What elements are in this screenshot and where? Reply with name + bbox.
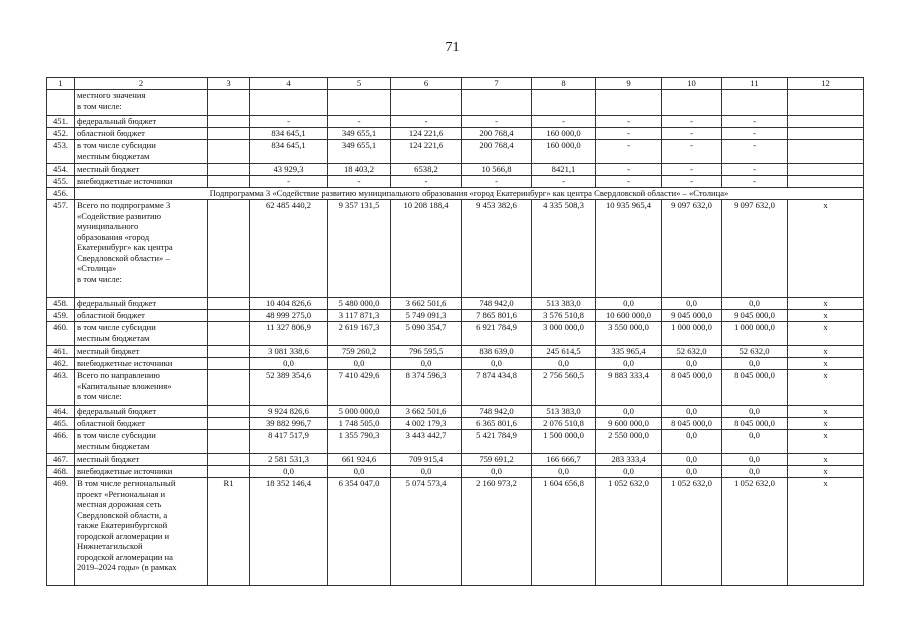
row-name xyxy=(75,430,208,454)
value-cell: 0,0 xyxy=(462,466,532,478)
row-number: 460. xyxy=(47,322,75,346)
value-cell: 0,0 xyxy=(662,298,722,310)
value-cell: 0,0 xyxy=(532,466,596,478)
table-row xyxy=(47,358,864,370)
row-number: 466. xyxy=(47,430,75,454)
value-cell: 9 045 000,0 xyxy=(722,310,788,322)
value-cell: 11 327 806,9 xyxy=(250,322,328,346)
table-row xyxy=(47,406,864,418)
header-cell: 10 xyxy=(662,78,722,90)
value-cell: 10 566,8 xyxy=(462,164,532,176)
value-cell: 0,0 xyxy=(596,406,662,418)
value-cell: 513 383,0 xyxy=(532,406,596,418)
header-cell: 5 xyxy=(328,78,391,90)
row-number: 454. xyxy=(47,164,75,176)
value-cell: 759 691,2 xyxy=(462,454,532,466)
value-cell: - xyxy=(596,128,662,140)
value-cell: 3 000 000,0 xyxy=(532,322,596,346)
value-cell: 759 260,2 xyxy=(328,346,391,358)
value-cell: - xyxy=(532,116,596,128)
value-cell: 0,0 xyxy=(391,358,462,370)
row-mark: x xyxy=(788,346,864,358)
value-cell: - xyxy=(722,116,788,128)
table-row xyxy=(47,322,864,346)
value-cell: 709 915,4 xyxy=(391,454,462,466)
value-cell: 43 929,3 xyxy=(250,164,328,176)
value-cell: 6 354 047,0 xyxy=(328,478,391,586)
row-mark: x xyxy=(788,200,864,298)
table-row xyxy=(47,454,864,466)
value-cell: 748 942,0 xyxy=(462,298,532,310)
value-cell: 1 052 632,0 xyxy=(662,478,722,586)
value-cell: 0,0 xyxy=(722,358,788,370)
row-number: 456. xyxy=(47,188,75,200)
header-cell: 2 xyxy=(75,78,208,90)
row-number: 464. xyxy=(47,406,75,418)
value-cell: 838 639,0 xyxy=(462,346,532,358)
value-cell: 4 335 508,3 xyxy=(532,200,596,298)
row-number: 459. xyxy=(47,310,75,322)
header-cell: 12 xyxy=(788,78,864,90)
row-code xyxy=(208,322,250,346)
table-row xyxy=(47,176,864,188)
value-cell: 8 045 000,0 xyxy=(722,418,788,430)
row-name-text: областной бюджет xyxy=(77,418,145,428)
value-cell: 124 221,6 xyxy=(391,140,462,164)
value-cell: 7 410 429,6 xyxy=(328,370,391,406)
value-cell: 349 655,1 xyxy=(328,140,391,164)
table-row xyxy=(47,90,864,116)
value-cell: 8 045 000,0 xyxy=(662,370,722,406)
row-name xyxy=(75,406,208,418)
value-cell: 0,0 xyxy=(722,298,788,310)
value-cell: 0,0 xyxy=(532,358,596,370)
value-cell: 1 000 000,0 xyxy=(722,322,788,346)
value-cell: 52 389 354,6 xyxy=(250,370,328,406)
row-mark xyxy=(788,140,864,164)
value-cell: 52 632,0 xyxy=(662,346,722,358)
value-cell: 0,0 xyxy=(596,466,662,478)
row-name-text: областной бюджет xyxy=(77,128,145,138)
value-cell: - xyxy=(662,176,722,188)
table-row xyxy=(47,140,864,164)
row-name-text: федеральный бюджет xyxy=(77,406,157,416)
value-cell: 9 097 632,0 xyxy=(722,200,788,298)
value-cell: 39 882 996,7 xyxy=(250,418,328,430)
budget-table xyxy=(46,77,864,586)
header-row xyxy=(47,78,864,90)
row-name xyxy=(75,116,208,128)
row-name-text: внебюджетные источники xyxy=(77,358,173,368)
row-name xyxy=(75,128,208,140)
value-cell: 0,0 xyxy=(596,358,662,370)
value-cell: 0,0 xyxy=(328,358,391,370)
value-cell: - xyxy=(596,176,662,188)
row-code xyxy=(208,406,250,418)
value-cell xyxy=(532,90,596,116)
value-cell: 834 645,1 xyxy=(250,140,328,164)
row-number: 465. xyxy=(47,418,75,430)
value-cell: 1 052 632,0 xyxy=(596,478,662,586)
value-cell: 48 999 275,0 xyxy=(250,310,328,322)
value-cell: 18 352 146,4 xyxy=(250,478,328,586)
row-name xyxy=(75,478,208,586)
value-cell: 124 221,6 xyxy=(391,128,462,140)
row-mark xyxy=(788,90,864,116)
row-mark: x xyxy=(788,418,864,430)
table-row xyxy=(47,164,864,176)
value-cell: 0,0 xyxy=(722,466,788,478)
value-cell: - xyxy=(391,116,462,128)
value-cell: 748 942,0 xyxy=(462,406,532,418)
value-cell: 8 417 517,9 xyxy=(250,430,328,454)
row-name-text: внебюджетные источники xyxy=(77,176,173,186)
table-row xyxy=(47,116,864,128)
value-cell: 1 500 000,0 xyxy=(532,430,596,454)
value-cell: - xyxy=(250,116,328,128)
value-cell: - xyxy=(391,176,462,188)
value-cell: - xyxy=(328,176,391,188)
row-mark: x xyxy=(788,322,864,346)
value-cell: 1 052 632,0 xyxy=(722,478,788,586)
value-cell: 62 485 440,2 xyxy=(250,200,328,298)
value-cell: 0,0 xyxy=(250,466,328,478)
subprogram-title: Подпрограмма 3 «Содействие развитию муниципального образования «город Екатеринбург» как центра Свердловской области» – «Столица» xyxy=(75,188,864,200)
row-mark: x xyxy=(788,454,864,466)
value-cell: 283 333,4 xyxy=(596,454,662,466)
value-cell: 8 045 000,0 xyxy=(662,418,722,430)
value-cell: 1 604 656,8 xyxy=(532,478,596,586)
value-cell: 2 756 560,5 xyxy=(532,370,596,406)
value-cell: 9 883 333,4 xyxy=(596,370,662,406)
value-cell: 0,0 xyxy=(662,358,722,370)
value-cell: 200 768,4 xyxy=(462,140,532,164)
row-name xyxy=(75,358,208,370)
value-cell: 3 662 501,6 xyxy=(391,406,462,418)
row-mark xyxy=(788,116,864,128)
row-name xyxy=(75,90,208,116)
value-cell xyxy=(462,90,532,116)
value-cell: 6 365 801,6 xyxy=(462,418,532,430)
table-row xyxy=(47,478,864,586)
row-number: 467. xyxy=(47,454,75,466)
row-number: 462. xyxy=(47,358,75,370)
value-cell: 160 000,0 xyxy=(532,128,596,140)
row-code xyxy=(208,418,250,430)
value-cell: 6 921 784,9 xyxy=(462,322,532,346)
value-cell: 9 045 000,0 xyxy=(662,310,722,322)
row-name-text: в том числе субсидии местным бюджетам xyxy=(77,430,156,451)
value-cell: 3 662 501,6 xyxy=(391,298,462,310)
row-name xyxy=(75,454,208,466)
value-cell: - xyxy=(722,164,788,176)
value-cell: - xyxy=(596,140,662,164)
row-name-text: местный бюджет xyxy=(77,164,140,174)
row-mark xyxy=(788,128,864,140)
row-name-text: Всего по направлению «Капитальные вложения» в том числе: xyxy=(77,370,172,401)
value-cell: - xyxy=(662,128,722,140)
value-cell: 513 383,0 xyxy=(532,298,596,310)
value-cell: 200 768,4 xyxy=(462,128,532,140)
row-name xyxy=(75,370,208,406)
row-number: 468. xyxy=(47,466,75,478)
value-cell: 9 600 000,0 xyxy=(596,418,662,430)
row-code xyxy=(208,358,250,370)
value-cell: 3 081 338,6 xyxy=(250,346,328,358)
value-cell: - xyxy=(462,176,532,188)
row-number: 463. xyxy=(47,370,75,406)
value-cell: 5 421 784,9 xyxy=(462,430,532,454)
value-cell: 160 000,0 xyxy=(532,140,596,164)
value-cell: 9 357 131,5 xyxy=(328,200,391,298)
value-cell: 1 000 000,0 xyxy=(662,322,722,346)
value-cell: 9 097 632,0 xyxy=(662,200,722,298)
row-name xyxy=(75,346,208,358)
row-code xyxy=(208,176,250,188)
row-mark xyxy=(788,164,864,176)
row-name xyxy=(75,310,208,322)
header-cell: 6 xyxy=(391,78,462,90)
table-row xyxy=(47,370,864,406)
value-cell: 661 924,6 xyxy=(328,454,391,466)
row-code xyxy=(208,90,250,116)
row-name-text: областной бюджет xyxy=(77,310,145,320)
row-code xyxy=(208,430,250,454)
value-cell xyxy=(662,90,722,116)
value-cell xyxy=(722,90,788,116)
value-cell: 0,0 xyxy=(722,430,788,454)
row-mark: x xyxy=(788,478,864,586)
row-name-text: местный бюджет xyxy=(77,346,140,356)
value-cell: 3 576 510,8 xyxy=(532,310,596,322)
value-cell: 166 666,7 xyxy=(532,454,596,466)
value-cell: 52 632,0 xyxy=(722,346,788,358)
value-cell: 245 614,5 xyxy=(532,346,596,358)
value-cell: 335 965,4 xyxy=(596,346,662,358)
value-cell: 8 374 596,3 xyxy=(391,370,462,406)
header-cell: 1 xyxy=(47,78,75,90)
table-row xyxy=(47,200,864,298)
row-name xyxy=(75,140,208,164)
row-name xyxy=(75,164,208,176)
row-mark: x xyxy=(788,406,864,418)
table-row xyxy=(47,346,864,358)
value-cell: - xyxy=(662,116,722,128)
row-name-text: внебюджетные источники xyxy=(77,466,173,476)
row-mark xyxy=(788,176,864,188)
row-number: 457. xyxy=(47,200,75,298)
value-cell: 0,0 xyxy=(722,454,788,466)
value-cell: 10 404 826,6 xyxy=(250,298,328,310)
value-cell: 4 002 179,3 xyxy=(391,418,462,430)
value-cell: 0,0 xyxy=(250,358,328,370)
value-cell: 834 645,1 xyxy=(250,128,328,140)
table-row xyxy=(47,466,864,478)
value-cell: 9 453 382,6 xyxy=(462,200,532,298)
row-name xyxy=(75,322,208,346)
row-number: 455. xyxy=(47,176,75,188)
row-number: 452. xyxy=(47,128,75,140)
row-code xyxy=(208,116,250,128)
table-row xyxy=(47,128,864,140)
value-cell: 8421,1 xyxy=(532,164,596,176)
value-cell: - xyxy=(596,164,662,176)
subprogram-row xyxy=(47,188,864,200)
value-cell: - xyxy=(722,140,788,164)
row-code xyxy=(208,310,250,322)
row-name xyxy=(75,176,208,188)
value-cell: 5 000 000,0 xyxy=(328,406,391,418)
value-cell: 1 748 505,0 xyxy=(328,418,391,430)
row-name-text: местный бюджет xyxy=(77,454,140,464)
value-cell: 5 090 354,7 xyxy=(391,322,462,346)
row-mark: x xyxy=(788,310,864,322)
row-code xyxy=(208,298,250,310)
value-cell: 2 076 510,8 xyxy=(532,418,596,430)
value-cell: 7 865 801,6 xyxy=(462,310,532,322)
row-mark: x xyxy=(788,358,864,370)
row-code xyxy=(208,454,250,466)
value-cell xyxy=(596,90,662,116)
row-number: 451. xyxy=(47,116,75,128)
header-cell: 4 xyxy=(250,78,328,90)
value-cell: 0,0 xyxy=(662,430,722,454)
value-cell: 2 581 531,3 xyxy=(250,454,328,466)
value-cell: 0,0 xyxy=(662,466,722,478)
value-cell: - xyxy=(722,128,788,140)
value-cell: 0,0 xyxy=(462,358,532,370)
value-cell: - xyxy=(662,164,722,176)
header-cell: 11 xyxy=(722,78,788,90)
row-code: R1 xyxy=(208,478,250,586)
value-cell: 2 160 973,2 xyxy=(462,478,532,586)
row-number: 458. xyxy=(47,298,75,310)
value-cell: 0,0 xyxy=(328,466,391,478)
value-cell: 10 208 188,4 xyxy=(391,200,462,298)
row-mark: x xyxy=(788,466,864,478)
row-name-text: в том числе субсидии местным бюджетам xyxy=(77,140,156,161)
header-cell: 7 xyxy=(462,78,532,90)
value-cell: - xyxy=(328,116,391,128)
value-cell: 8 045 000,0 xyxy=(722,370,788,406)
value-cell: - xyxy=(662,140,722,164)
value-cell: 0,0 xyxy=(391,466,462,478)
row-number: 469. xyxy=(47,478,75,586)
value-cell: 0,0 xyxy=(596,298,662,310)
value-cell: 2 619 167,3 xyxy=(328,322,391,346)
value-cell: - xyxy=(596,116,662,128)
value-cell: 9 924 826,6 xyxy=(250,406,328,418)
value-cell: 7 874 434,8 xyxy=(462,370,532,406)
value-cell: 5 074 573,4 xyxy=(391,478,462,586)
value-cell: 5 480 000,0 xyxy=(328,298,391,310)
row-name xyxy=(75,466,208,478)
value-cell: - xyxy=(532,176,596,188)
value-cell xyxy=(391,90,462,116)
table-row xyxy=(47,430,864,454)
value-cell: 10 935 965,4 xyxy=(596,200,662,298)
row-mark: x xyxy=(788,430,864,454)
value-cell: 3 117 871,3 xyxy=(328,310,391,322)
table-row xyxy=(47,418,864,430)
value-cell: 796 595,5 xyxy=(391,346,462,358)
value-cell xyxy=(250,90,328,116)
value-cell: 5 749 091,3 xyxy=(391,310,462,322)
value-cell: 18 403,2 xyxy=(328,164,391,176)
value-cell: 0,0 xyxy=(722,406,788,418)
header-cell: 3 xyxy=(208,78,250,90)
row-mark: x xyxy=(788,370,864,406)
row-name xyxy=(75,418,208,430)
value-cell xyxy=(328,90,391,116)
row-code xyxy=(208,164,250,176)
value-cell: 0,0 xyxy=(662,406,722,418)
row-code xyxy=(208,140,250,164)
row-number: 461. xyxy=(47,346,75,358)
table-row xyxy=(47,310,864,322)
value-cell: 2 550 000,0 xyxy=(596,430,662,454)
row-code xyxy=(208,370,250,406)
header-cell: 9 xyxy=(596,78,662,90)
value-cell: 6538,2 xyxy=(391,164,462,176)
value-cell: 10 600 000,0 xyxy=(596,310,662,322)
row-number xyxy=(47,90,75,116)
table-row xyxy=(47,298,864,310)
row-code xyxy=(208,128,250,140)
row-code xyxy=(208,466,250,478)
row-name-text: федеральный бюджет xyxy=(77,298,157,308)
row-name-text: местного значения в том числе: xyxy=(77,90,146,111)
row-name-text: в том числе субсидии местным бюджетам xyxy=(77,322,156,343)
row-name-text: федеральный бюджет xyxy=(77,116,157,126)
value-cell: - xyxy=(250,176,328,188)
row-code xyxy=(208,346,250,358)
value-cell: 3 443 442,7 xyxy=(391,430,462,454)
row-number: 453. xyxy=(47,140,75,164)
value-cell: 0,0 xyxy=(662,454,722,466)
row-mark: x xyxy=(788,298,864,310)
value-cell: 1 355 790,3 xyxy=(328,430,391,454)
row-name-text: В том числе региональный проект «Региональная и местная дорожная сеть Свердловской области, а также Екатеринбургской городской агломерации и Нижнетагильской городской агломерации на 2019–2024 годы» (в рамках xyxy=(77,478,177,572)
row-name xyxy=(75,298,208,310)
row-name xyxy=(75,200,208,298)
value-cell: 349 655,1 xyxy=(328,128,391,140)
row-name-text: Всего по подпрограмме 3 «Содействие развитию муниципального образования «город Екатеринбург» как центра Свердловской области» – «Столица» в том числе: xyxy=(77,200,173,284)
value-cell: - xyxy=(462,116,532,128)
row-code xyxy=(208,200,250,298)
value-cell: 3 550 000,0 xyxy=(596,322,662,346)
value-cell: - xyxy=(722,176,788,188)
page-number: 71 xyxy=(445,40,460,55)
header-cell: 8 xyxy=(532,78,596,90)
